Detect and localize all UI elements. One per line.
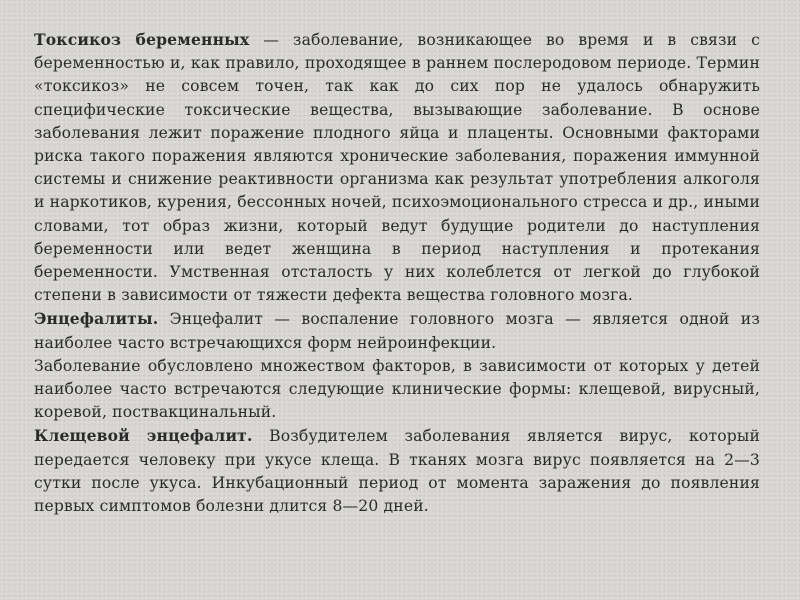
paragraph-encephalitis-text: Энцефалит — воспаление головного мозга — является одной из наиболее часто встречающихся форм нейроинфекции. [34, 310, 760, 352]
paragraph-toxicosis [34, 28, 760, 307]
paragraph-tick-encephalitis-text: Возбудителем заболевания является вирус, который передается человеку при укусе клеща. В тканях мозга вирус появляется на 2—3 сутки после укуса. Инкубационный период от момента заражения до появления первых симптомов болезни длится 8—20 дней. [34, 427, 760, 516]
term-encephalitis: Энцефалиты. [34, 309, 159, 329]
term-tick-encephalitis: Клещевой энцефалит. [34, 426, 253, 446]
paragraph-toxicosis-text: — заболевание, возникающее во время и в связи с беременностью и, как правило, проходящее в раннем послеродовом периоде. Термин «токсикоз» не совсем точен, так как до сих пор не удалось обнаружить специфические токсические вещества, вызывающие заболевание. В основе заболевания лежит поражение плодного яйца и плаценты. Основными факторами риска такого поражения являются хронические заболевания, поражения иммунной системы и снижение реактивности организма как результат употребления алкоголя и наркотиков, курения, бессонных ночей, психоэмоционального стресса и др., иными словами, тот образ жизни, который ведут будущие родители до наступления беременности или ведет женщина в период наступления и протекания беременности. Умственная отсталость у них колеблется от легкой до глубокой степени в зависимости от тяжести дефекта вещества головного мозга. [34, 31, 760, 305]
paragraph-disease-factors-text: Заболевание обусловлено множеством факторов, в зависимости от которых у детей наиболее часто встречаются следующие клинические формы: клещевой, вирусный, коревой, поствакцинальный. [34, 356, 760, 422]
term-toxicosis: Токсикоз беременных [34, 30, 250, 49]
paragraph-tick-encephalitis [34, 424, 760, 518]
slide-text-block [34, 28, 760, 518]
paragraph-encephalitis [34, 307, 760, 354]
paragraph-disease-factors [34, 355, 760, 425]
